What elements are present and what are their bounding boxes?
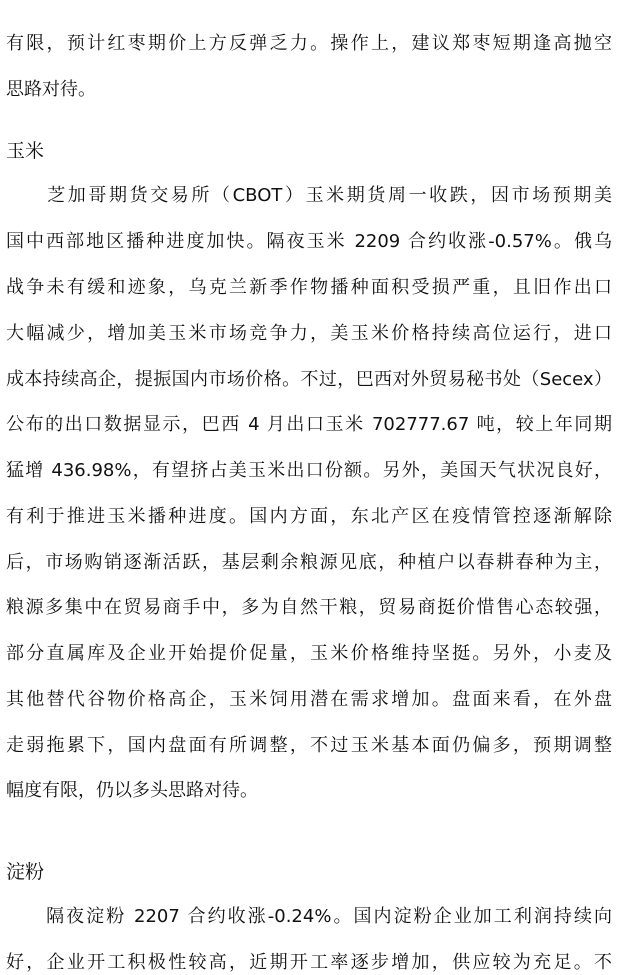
paragraph-line: 走弱拖累下，国内盘面有所调整，不过玉米基本面仍偏多，预期调整 [6,735,612,756]
paragraph-line: 部分直属库及企业开始提价促量，玉米价格维持坚挺。另外，小麦及 [6,643,612,664]
paragraph-line: 好，企业开工积极性较高，近期开工率逐步增加，供应较为充足。不 [6,952,612,973]
paragraph-line: 其他替代谷物价格高企，玉米饲用潜在需求增加。盘面来看，在外盘 [6,689,612,710]
paragraph-line: 公布的出口数据显示，巴西 4 月出口玉米 702777.67 吨，较上年同期 [6,414,612,435]
paragraph-line: 粮源多集中在贸易商手中，多为自然干粮，贸易商挺价惜售心态较强， [6,597,612,618]
paragraph-line: 战争未有缓和迹象，乌克兰新季作物播种面积受损严重，且旧作出口 [6,277,612,298]
paragraph-line: 隔夜淀粉 2207 合约收涨-0.24%。国内淀粉企业加工利润持续向 [6,906,612,927]
section-heading-starch: 淀粉 [6,861,45,883]
paragraph-line: 思路对待。 [6,79,96,100]
paragraph-line: 芝加哥期货交易所（CBOT）玉米期货周一收跌，因市场预期美 [6,185,612,206]
paragraph-line: 成本持续高企，提振国内市场价格。不过，巴西对外贸易秘书处（Secex） [6,369,612,390]
section-heading-corn: 玉米 [6,140,45,162]
paragraph-line: 大幅减少，增加美玉米市场竞争力，美玉米价格持续高位运行，进口 [6,323,612,344]
paragraph-line: 猛增 436.98%，有望挤占美玉米出口份额。另外，美国天气状况良好， [6,460,612,481]
paragraph-line: 有限，预计红枣期价上方反弹乏力。操作上，建议郑枣短期逢高抛空 [6,33,612,54]
paragraph-line: 幅度有限，仍以多头思路对待。 [6,780,258,801]
paragraph-line: 国中西部地区播种进度加快。隔夜玉米 2209 合约收涨-0.57%。俄乌 [6,231,612,252]
paragraph-line: 后，市场购销逐渐活跃，基层剩余粮源见底，种植户以春耕春种为主， [6,552,612,573]
paragraph-line: 有利于推进玉米播种进度。国内方面，东北产区在疫情管控逐渐解除 [6,506,612,527]
